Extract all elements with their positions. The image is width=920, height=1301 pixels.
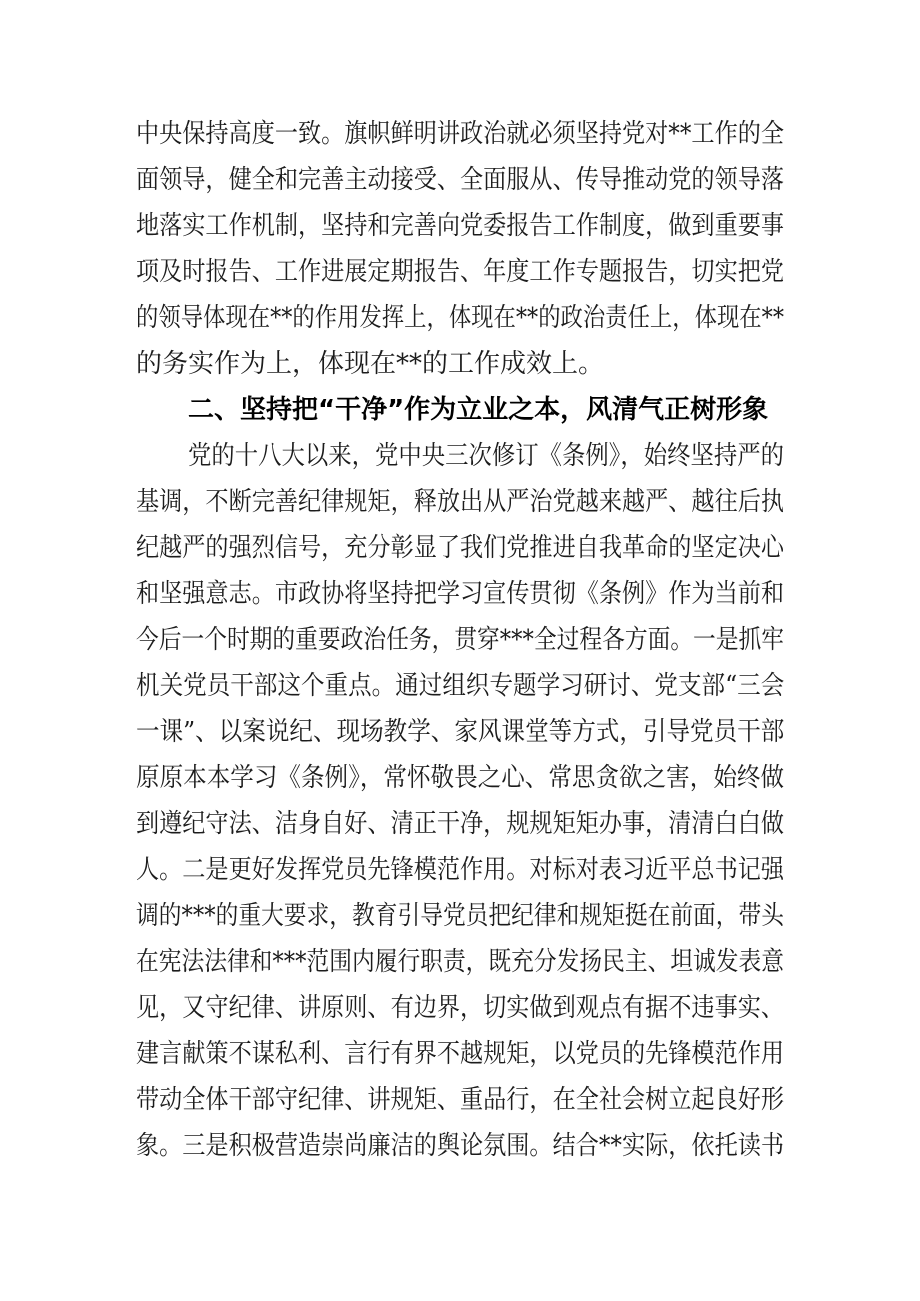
text-line: 在宪法法律和***范围内履行职责，既充分发扬民主、坦诚发表意 <box>136 947 785 977</box>
text-line: 建言献策不谋私利、言行有界不越规矩，以党员的先锋模范作用 <box>136 1039 785 1069</box>
text-line: 到遵纪守法、洁身自好、清正干净，规规矩矩办事，清清白白做 <box>136 809 785 839</box>
text-line: 党的十八大以来，党中央三次修订《条例》，始终坚持严的 <box>188 441 784 471</box>
text-line: 带动全体干部守纪律、讲规矩、重品行，在全社会树立起良好形 <box>136 1085 785 1115</box>
text-line: 见，又守纪律、讲原则、有边界，切实做到观点有据不违事实、 <box>136 993 785 1023</box>
text-line: 的领导体现在**的作用发挥上，体现在**的政治责任上，体现在** <box>136 303 785 333</box>
text-line: 和坚强意志。市政协将坚持把学习宣传贯彻《条例》作为当前和 <box>136 579 785 609</box>
text-line: 中央保持高度一致。旗帜鲜明讲政治就必须坚持党对**工作的全 <box>136 119 785 149</box>
text-line: 机关党员干部这个重点。通过组织专题学习研讨、党支部“三会 <box>136 671 785 701</box>
text-line: 纪越严的强烈信号，充分彰显了我们党推进自我革命的坚定决心 <box>136 533 785 563</box>
text-line: 面领导，健全和完善主动接受、全面服从、传导推动党的领导落 <box>136 165 785 195</box>
text-line: 的务实作为上，体现在**的工作成效上。 <box>136 349 605 379</box>
section-heading: 二、坚持把“干净”作为立业之本，风清气正树形象 <box>188 395 769 425</box>
text-line: 调的***的重大要求，教育引导党员把纪律和规矩挺在前面，带头 <box>136 901 785 931</box>
text-line: 基调，不断完善纪律规矩，释放出从严治党越来越严、越往后执 <box>136 487 785 517</box>
text-line: 一课”、以案说纪、现场教学、家风课堂等方式，引导党员干部 <box>136 717 785 747</box>
text-line: 今后一个时期的重要政治任务，贯穿***全过程各方面。一是抓牢 <box>136 625 785 655</box>
text-line: 项及时报告、工作进展定期报告、年度工作专题报告，切实把党 <box>136 257 785 287</box>
text-line: 地落实工作机制，坚持和完善向党委报告工作制度，做到重要事 <box>136 211 785 241</box>
text-line: 人。二是更好发挥党员先锋模范作用。对标对表习近平总书记强 <box>136 855 785 885</box>
text-line: 象。三是积极营造崇尚廉洁的舆论氛围。结合**实际，依托读书 <box>136 1131 785 1161</box>
text-line: 原原本本学习《条例》，常怀敬畏之心、常思贪欲之害，始终做 <box>136 763 785 793</box>
